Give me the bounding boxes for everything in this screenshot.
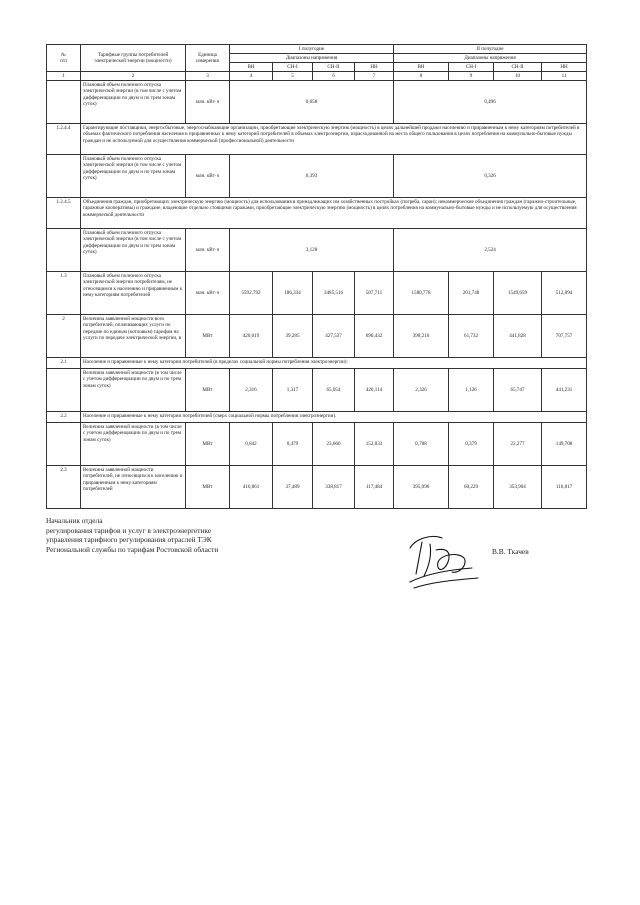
row-unit: МВт — [186, 369, 230, 412]
column-number: 3 — [186, 72, 230, 81]
row-unit: МВт — [186, 466, 230, 509]
value-cell: 353,904 — [494, 466, 542, 509]
table-row — [47, 369, 587, 412]
column-numbers-row — [47, 72, 587, 81]
value-cell: 690,432 — [355, 315, 394, 358]
value-cell: 2,316 — [230, 369, 273, 412]
value-cell: 420,114 — [355, 369, 394, 412]
value-cell: 0,379 — [449, 423, 494, 466]
row-unit: МВт — [186, 423, 230, 466]
table-row — [47, 272, 587, 315]
value-cell: 1580,778 — [394, 272, 449, 315]
value-cell: 60,229 — [449, 466, 494, 509]
level-sn2-2: СН-II — [494, 63, 542, 72]
value-cell: 39,285 — [273, 315, 313, 358]
header-ranges-1: Диапазоны напряжения — [230, 54, 394, 63]
category-description: Население и приравненные к нему категории потребителей (сверх социальной нормы потребления электроэнергии). — [81, 412, 587, 423]
value-cell: 441,231 — [542, 369, 587, 412]
row-description: Плановый объем полезного отпуска электрической энергии (в том числе с учетом дифференциации по двум и по трем зонам суток) — [81, 229, 186, 272]
level-nn-2: НН — [542, 63, 587, 72]
value-cell: 65,747 — [494, 369, 542, 412]
level-nn-1: НН — [355, 63, 394, 72]
value-cell: 512,894 — [542, 272, 587, 315]
value-cell: 395,096 — [394, 466, 449, 509]
table-row — [47, 423, 587, 466]
row-number — [47, 369, 81, 412]
value-cell: 2,326 — [394, 369, 449, 412]
value-cell: 0,842 — [230, 423, 273, 466]
row-number: 1.2.4.4 — [47, 124, 81, 155]
row-number: 2.1 — [47, 358, 81, 369]
row-number — [47, 423, 81, 466]
merged-value-half-2: 0,496 — [394, 81, 587, 124]
value-cell: 416,861 — [230, 466, 273, 509]
column-number: 1 — [47, 72, 81, 81]
row-unit: млн. кВт·ч — [186, 155, 230, 198]
column-number: 11 — [542, 72, 587, 81]
row-description: Величина заявленной мощности всех потребителей, оплачивающих услуги по передаче по единым (котловым) тарифам на услуги по передаче электрической энергии, в — [81, 315, 186, 358]
column-number: 7 — [355, 72, 394, 81]
level-vn-1: ВН — [230, 63, 273, 72]
header-half-1: I полугодие — [230, 45, 394, 54]
category-description: Объединения граждан, приобретающих электрическую энергию (мощность) для использования в принадлежащих им хозяйственных постройках (погреба, сараи); некоммерческие объединения граждан (гаражно-строительные, гаражные кооперативы) и граждане, владеющие отдельно стоящими гаражами, приобретающие электрическую энергию (мощность) в целях потребления на коммунально-бытовые нужды и не используемую для осуществления коммерческой деятельности — [81, 198, 587, 229]
value-cell: 0,479 — [273, 423, 313, 466]
row-description: Величина заявленной мощности (в том числе с учетом дифференциации по двум и по трем зонам суток) — [81, 369, 186, 412]
row-description: Плановый объем полезного отпуска электрической энергии потребителям, не относящимся к населению и приравненным к нему категориям потребителей — [81, 272, 186, 315]
value-cell: 37,489 — [273, 466, 313, 509]
value-cell: 65,054 — [313, 369, 355, 412]
table-row — [47, 81, 587, 124]
handwritten-signature — [402, 528, 484, 592]
column-number: 2 — [81, 72, 186, 81]
value-cell: 707,757 — [542, 315, 587, 358]
table-row — [47, 466, 587, 509]
value-cell: 507,711 — [355, 272, 394, 315]
header-half-2: II полугодие — [394, 45, 587, 54]
value-cell: 149,708 — [542, 423, 587, 466]
value-cell: 338,817 — [313, 466, 355, 509]
row-unit: млн. кВт·ч — [186, 229, 230, 272]
level-sn1-2: СН-I — [449, 63, 494, 72]
footer-position — [46, 516, 218, 554]
header-ranges-2: Диапазоны напряжения — [394, 54, 587, 63]
value-cell: 186,334 — [273, 272, 313, 315]
value-cell: 23,666 — [313, 423, 355, 466]
table-row — [47, 155, 587, 198]
value-cell: 1,126 — [449, 369, 494, 412]
level-sn1-1: СН-I — [273, 63, 313, 72]
value-cell: 22,277 — [494, 423, 542, 466]
table-row — [47, 229, 587, 272]
table-row — [47, 412, 587, 423]
row-number: 1.3 — [47, 272, 81, 315]
column-number: 4 — [230, 72, 273, 81]
value-cell: 1549,659 — [494, 272, 542, 315]
footer-line: Начальник отдела — [46, 516, 103, 525]
row-number — [47, 81, 81, 124]
row-number — [47, 229, 81, 272]
row-number: 2.2 — [47, 412, 81, 423]
column-number: 9 — [449, 72, 494, 81]
table-row — [47, 198, 587, 229]
merged-value-half-2: 2,524 — [394, 229, 587, 272]
row-unit: млн. кВт·ч — [186, 81, 230, 124]
row-number: 1.2.4.5 — [47, 198, 81, 229]
level-vn-2: ВН — [394, 63, 449, 72]
row-number: 2.3 — [47, 466, 81, 509]
value-cell: 152,833 — [355, 423, 394, 466]
merged-value-half-1: 0,658 — [230, 81, 394, 124]
value-cell: 441,828 — [494, 315, 542, 358]
table-row — [47, 358, 587, 369]
value-cell: 0,788 — [394, 423, 449, 466]
table-row — [47, 124, 587, 155]
value-cell: 117,484 — [355, 466, 394, 509]
row-unit: млн. кВт·ч — [186, 272, 230, 315]
value-cell: 420,019 — [230, 315, 273, 358]
header-row-1 — [47, 45, 587, 54]
level-sn2-1: СН-II — [313, 63, 355, 72]
tariff-table — [46, 44, 587, 509]
merged-value-half-1: 3,128 — [230, 229, 394, 272]
column-number: 8 — [394, 72, 449, 81]
header-num: № п/п — [47, 45, 81, 72]
value-cell: 5592,792 — [230, 272, 273, 315]
row-description: Величина заявленной мощности потребителей, не относящихся к населению и приравненным к нему категориям потребителей — [81, 466, 186, 509]
column-number: 10 — [494, 72, 542, 81]
footer-line: Региональной службы по тарифам Ростовской области — [46, 544, 219, 554]
column-number: 5 — [273, 72, 313, 81]
header-group: Тарифные группы потребителей электрической энергии (мощности) — [81, 45, 186, 72]
merged-value-half-2: 0,326 — [394, 155, 587, 198]
value-cell: 61,732 — [449, 315, 494, 358]
footer-line: регулирования тарифов и услуг в электроэнергетике — [46, 525, 212, 535]
header-unit: Единица измерения — [186, 45, 230, 72]
column-number: 6 — [313, 72, 355, 81]
value-cell: 116,817 — [542, 466, 587, 509]
row-description: Плановый объем полезного отпуска электрической энергии (в том числе с учетом дифференциации по двум и по трем зонам суток) — [81, 81, 186, 124]
merged-value-half-1: 0,393 — [230, 155, 394, 198]
row-number: 2 — [47, 315, 81, 358]
value-cell: 1,317 — [273, 369, 313, 412]
value-cell: 398,210 — [394, 315, 449, 358]
footer-line: управления тарифного регулирования отраслей ТЭК — [46, 535, 212, 545]
row-description: Плановый объем полезного отпуска электрической энергии (в том числе с учетом дифференциации по двум и по трем зонам суток) — [81, 155, 186, 198]
value-cell: 3485,516 — [313, 272, 355, 315]
row-unit: МВт — [186, 315, 230, 358]
value-cell: 427,537 — [313, 315, 355, 358]
row-number — [47, 155, 81, 198]
value-cell: 201,748 — [449, 272, 494, 315]
row-description: Величина заявленной мощности (в том числе с учетом дифференциации по двум и по трем зонам суток) — [81, 423, 186, 466]
table-row — [47, 315, 587, 358]
category-description: Население и приравненные к нему категории потребителей (в пределах социальной нормы потребления электроэнергии): — [81, 358, 587, 369]
signer-name: В.В. Ткачев — [492, 547, 529, 556]
category-description: Гарантирующие поставщики, энергосбытовые, энергоснабжающие организации, приобретающие электрическую энергию (мощность) в целях дальнейшей продажи населению и приравненным к нему категориям потребителей в объемах фактического потребления населения и приравненных к нему категорий потребителей в объемах электроэнергии, израсходованной на места общего пользования в целях потребления на коммунально-бытовые нужды граждан и не используемой для осуществления коммерческой (профессиональной) деятельности — [81, 124, 587, 155]
